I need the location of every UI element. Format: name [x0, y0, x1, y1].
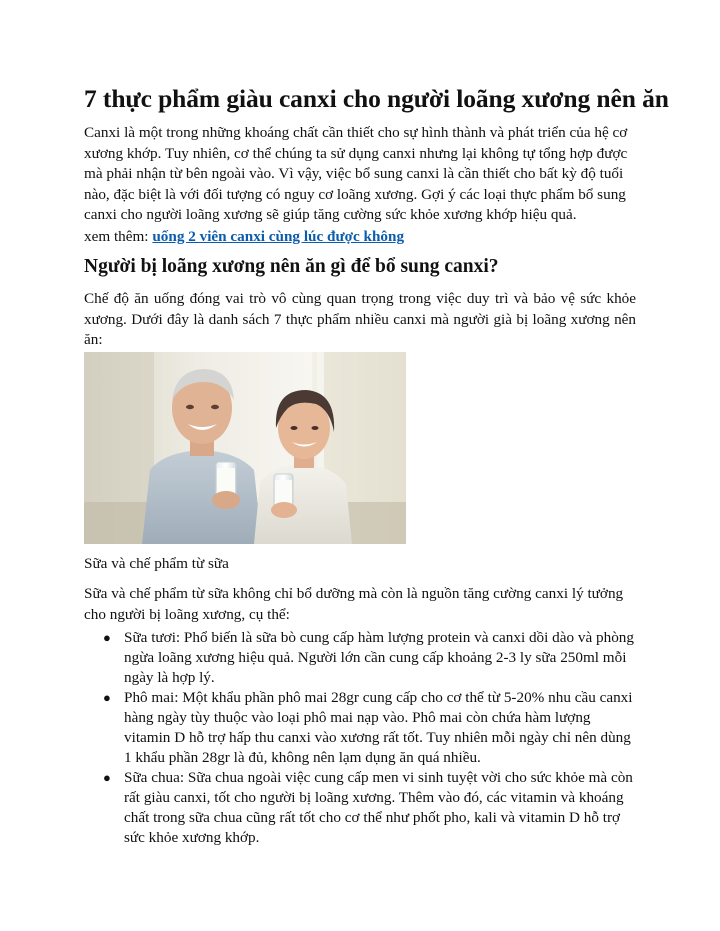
diet-paragraph: Chế độ ăn uống đóng vai trò vô cùng quan trọng trong việc duy trì và bảo vệ sức khỏe xương. Dưới đây là danh sách 7 thực phẩm nhiều canxi mà người già bị loãng xương nên ăn:	[84, 290, 636, 349]
intro-paragraph: Canxi là một trong những khoáng chất cần thiết cho sự hình thành và phát triển của hệ cơ xương khớp. Tuy nhiên, cơ thể chúng ta sử dụng canxi nhưng lại không tự tổng hợp được mà phải nhận từ bên ngoài vào. Vì vậy, việc bổ sung canxi là cần thiết cho bất kỳ độ tuổi nào, đặc biệt là với đối tượng có nguy cơ loãng xương. Gợi ý các loại thực phẩm bổ sung canxi cho người loãng xương sẽ giúp tăng cường sức khỏe xương khớp hiệu quả.	[84, 124, 628, 224]
bullet-icon: ●	[103, 770, 111, 785]
bullet-icon: ●	[103, 630, 111, 645]
bullet-icon: ●	[103, 690, 111, 705]
list-item-text: Sữa tươi: Phổ biến là sữa bò cung cấp hàm lượng protein và canxi dồi dào và phòng ngừa loãng xương hiệu quả. Người lớn cần cung cấp khoảng 2-3 ly sữa 250ml mỗi ngày là hợp lý.	[124, 629, 634, 686]
dairy-paragraph: Sữa và chế phẩm từ sữa không chỉ bổ dưỡng mà còn là nguồn tăng cường canxi lý tưởng cho người bị loãng xương, cụ thể:	[84, 585, 624, 623]
list-item	[84, 688, 636, 768]
list-item	[84, 768, 636, 848]
see-more-link[interactable]: uống 2 viên canxi cùng lúc được không	[152, 228, 405, 245]
list-item	[84, 628, 636, 688]
see-more-prefix: xem thêm:	[84, 228, 153, 245]
list-item-text: Phô mai: Một khẩu phần phô mai 28gr cung cấp cho cơ thể từ 5-20% nhu cầu canxi hàng ngày tùy thuộc vào loại phô mai nạp vào. Phô mai còn chứa hàm lượng vitamin D hỗ trợ hấp thu canxi vào xương rất tốt. Tuy nhiên mỗi ngày chỉ nên dùng 1 khẩu phần 28gr là đủ, không nên lạm dụng ăn quá nhiều.	[124, 689, 633, 766]
dairy-bullet-list	[84, 628, 636, 848]
list-item-text: Sữa chua: Sữa chua ngoài việc cung cấp men vi sinh tuyệt vời cho sức khỏe mà còn rất giàu canxi, tốt cho người bị loãng xương. Thêm vào đó, các vitamin và khoáng chất trong sữa chua cũng rất tốt cho cơ thể như phốt pho, kali và vitamin D hỗ trợ sức khỏe xương khớp.	[124, 769, 633, 846]
photo-caption: Sữa và chế phẩm từ sữa	[84, 555, 229, 572]
article-title: 7 thực phẩm giàu canxi cho người loãng xương nên ăn	[84, 84, 669, 113]
elderly-couple-drinking-milk-photo	[84, 352, 406, 544]
section-heading: Người bị loãng xương nên ăn gì để bổ sung canxi?	[84, 256, 499, 277]
see-more-line	[84, 227, 636, 248]
